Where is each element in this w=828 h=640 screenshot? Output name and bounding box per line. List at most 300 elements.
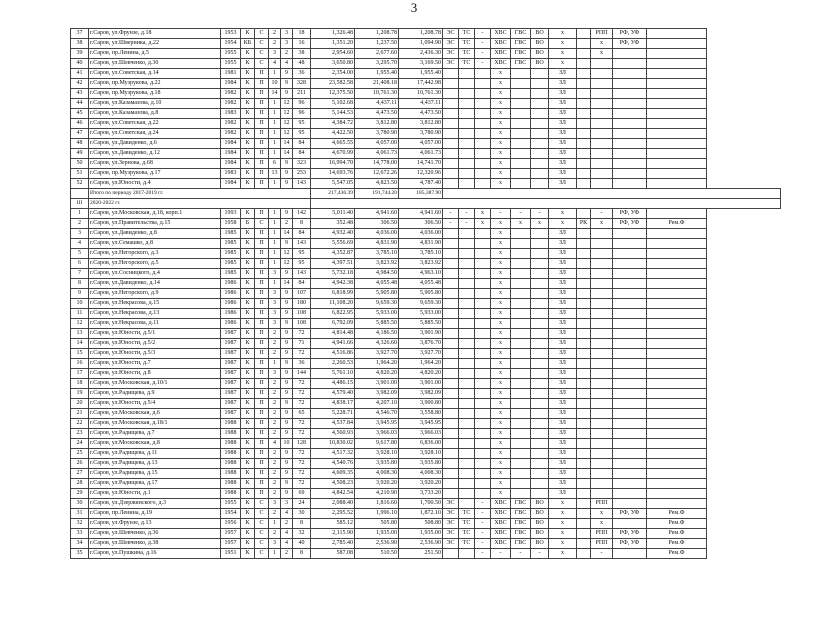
table-cell: 1984 — [221, 139, 241, 149]
table-cell: 4,437.11 — [355, 99, 399, 109]
table-cell: х — [491, 279, 511, 289]
table-cell — [531, 479, 549, 489]
totals-v1: 217,436.39 — [311, 189, 355, 199]
table-row — [71, 309, 781, 319]
table-cell — [591, 149, 613, 159]
table-cell — [577, 499, 591, 509]
table-cell — [647, 389, 707, 399]
table-cell: 46 — [71, 119, 89, 129]
table-cell — [443, 289, 459, 299]
table-cell: ЗЛ — [549, 409, 577, 419]
table-cell — [647, 259, 707, 269]
table-cell: ГВС — [511, 49, 531, 59]
table-cell: 9 — [281, 419, 293, 429]
table-cell — [647, 419, 707, 429]
table-cell — [647, 169, 707, 179]
table-cell: 9 — [281, 299, 293, 309]
table-cell — [459, 169, 475, 179]
table-cell: 4,670.99 — [311, 149, 355, 159]
table-cell: П — [255, 359, 269, 369]
table-cell: 23 — [71, 429, 89, 439]
table-cell: ЗЛ — [549, 109, 577, 119]
table-row — [71, 319, 781, 329]
table-cell: 4,831.90 — [399, 239, 443, 249]
table-cell: х — [491, 339, 511, 349]
table-cell — [443, 309, 459, 319]
table-cell: 9 — [71, 289, 89, 299]
table-cell: 1986 — [221, 289, 241, 299]
table-cell: 1984 — [221, 159, 241, 169]
table-cell — [443, 439, 459, 449]
table-cell: 35 — [71, 549, 89, 559]
table-cell — [511, 139, 531, 149]
table-cell: 1,208.78 — [399, 29, 443, 39]
table-cell — [475, 149, 491, 159]
table-cell: 10,761.30 — [399, 89, 443, 99]
table-cell — [475, 299, 491, 309]
table-cell: 72 — [293, 379, 311, 389]
table-cell: г.Саров, ул.Некрасова, д.11 — [89, 319, 221, 329]
table-cell — [459, 359, 475, 369]
table-cell: П — [255, 129, 269, 139]
table-cell — [577, 229, 591, 239]
table-cell: П — [255, 409, 269, 419]
table-cell: х — [549, 209, 577, 219]
table-cell — [591, 329, 613, 339]
table-cell — [475, 339, 491, 349]
table-cell — [613, 499, 647, 509]
table-cell: 4,560.93 — [311, 429, 355, 439]
table-cell: К — [241, 369, 255, 379]
table-cell — [591, 479, 613, 489]
table-cell: 3,928.10 — [355, 449, 399, 459]
table-cell: 4,473.50 — [399, 109, 443, 119]
table-row — [71, 349, 781, 359]
table-cell — [647, 459, 707, 469]
table-cell: К — [241, 349, 255, 359]
table-cell: х — [549, 539, 577, 549]
table-cell: П — [255, 349, 269, 359]
table-cell: 3 — [281, 499, 293, 509]
table-cell — [613, 249, 647, 259]
table-cell — [475, 139, 491, 149]
table-cell: К — [241, 149, 255, 159]
table-cell: г.Саров, ул.Радищева, д.15 — [89, 469, 221, 479]
table-cell — [647, 379, 707, 389]
table-cell — [577, 169, 591, 179]
table-cell: К — [241, 439, 255, 449]
table-cell — [613, 309, 647, 319]
table-cell: 4,008.30 — [355, 469, 399, 479]
table-cell: 72 — [293, 479, 311, 489]
table-cell — [475, 429, 491, 439]
table-cell: 12 — [281, 129, 293, 139]
table-cell: 9 — [281, 169, 293, 179]
table-cell — [591, 179, 613, 189]
table-cell: 71 — [293, 339, 311, 349]
table-cell: 3 — [281, 29, 293, 39]
table-cell — [475, 469, 491, 479]
table-cell: 18 — [293, 29, 311, 39]
table-cell: 12 — [71, 319, 89, 329]
table-section-headers — [71, 189, 781, 209]
table-cell: 1985 — [221, 249, 241, 259]
table-cell — [511, 449, 531, 459]
table-cell: К — [241, 89, 255, 99]
table-cell: 1,964.20 — [355, 359, 399, 369]
table-cell — [531, 279, 549, 289]
table-row — [71, 469, 781, 479]
table-cell: С — [255, 219, 269, 229]
table-cell: П — [255, 439, 269, 449]
table-row — [71, 509, 781, 519]
table-cell — [577, 379, 591, 389]
section-index: III — [71, 199, 89, 209]
table-cell — [443, 389, 459, 399]
table-cell: 143 — [293, 239, 311, 249]
table-cell — [531, 429, 549, 439]
table-cell: 2 — [269, 529, 281, 539]
table-cell — [475, 89, 491, 99]
table-cell — [591, 389, 613, 399]
table-cell: 2 — [269, 329, 281, 339]
table-cell — [531, 139, 549, 149]
table-cell: 1,700.50 — [399, 499, 443, 509]
table-cell: 3,966.03 — [399, 429, 443, 439]
table-cell — [647, 269, 707, 279]
table-cell — [613, 489, 647, 499]
table-cell: ЗЛ — [549, 479, 577, 489]
table-cell — [577, 439, 591, 449]
table-cell — [459, 399, 475, 409]
table-row — [71, 129, 781, 139]
table-cell: 3,920.20 — [399, 479, 443, 489]
table-cell — [475, 129, 491, 139]
table-cell: 1988 — [221, 439, 241, 449]
table-cell: 84 — [293, 139, 311, 149]
table-cell — [647, 309, 707, 319]
table-cell — [591, 169, 613, 179]
table-cell: 10,830.02 — [311, 439, 355, 449]
table-cell: 1951 — [221, 549, 241, 559]
table-cell: 306.50 — [399, 219, 443, 229]
table-cell: 5,228.71 — [311, 409, 355, 419]
table-cell: 4,516.86 — [311, 349, 355, 359]
table-cell: 1 — [269, 219, 281, 229]
table-cell: Б — [241, 219, 255, 229]
table-cell: 5,144.53 — [311, 109, 355, 119]
table-cell — [459, 299, 475, 309]
table-cell: К — [241, 59, 255, 69]
table-cell — [577, 539, 591, 549]
table-cell — [475, 359, 491, 369]
table-cell: г.Саров, ул.Юности, д.4 — [89, 179, 221, 189]
table-cell — [577, 239, 591, 249]
table-cell: 5,905.80 — [399, 289, 443, 299]
table-cell: 3,823.92 — [399, 259, 443, 269]
table-cell — [577, 519, 591, 529]
table-cell: 31 — [71, 509, 89, 519]
table-cell: 4,941.60 — [399, 209, 443, 219]
table-cell — [577, 459, 591, 469]
table-cell: К — [241, 79, 255, 89]
table-cell: РПП — [591, 499, 613, 509]
table-cell: П — [255, 369, 269, 379]
table-cell: 40 — [293, 539, 311, 549]
table-cell: К — [241, 539, 255, 549]
table-cell: 9 — [281, 369, 293, 379]
table-cell — [459, 159, 475, 169]
table-cell: 3 — [269, 269, 281, 279]
table-cell: 1 — [269, 129, 281, 139]
table-cell: П — [255, 379, 269, 389]
table-cell — [443, 279, 459, 289]
table-cell: К — [241, 409, 255, 419]
table-cell — [613, 149, 647, 159]
table-cell: 1 — [269, 119, 281, 129]
table-cell: г.Саров, ул.Юности, д.5/3 — [89, 349, 221, 359]
table-cell: 1982 — [221, 89, 241, 99]
table-cell: г.Саров, ул.Радищева, д.9 — [89, 389, 221, 399]
table-cell: 4,057.00 — [355, 139, 399, 149]
table-cell: 43 — [71, 89, 89, 99]
table-cell: - — [475, 499, 491, 509]
table-cell — [613, 159, 647, 169]
table-cell: П — [255, 239, 269, 249]
table-cell — [647, 69, 707, 79]
table-cell — [475, 389, 491, 399]
table-cell: 1982 — [221, 119, 241, 129]
table-cell: 1,935.00 — [355, 529, 399, 539]
table-cell — [577, 429, 591, 439]
table-cell: 3,901.90 — [399, 329, 443, 339]
table-cell — [511, 459, 531, 469]
table-cell: 3,945.95 — [399, 419, 443, 429]
table-cell — [531, 369, 549, 379]
table-cell — [613, 409, 647, 419]
table-cell — [591, 249, 613, 259]
table-cell — [591, 229, 613, 239]
table-cell: Рем.Ф — [647, 519, 707, 529]
table-cell — [591, 89, 613, 99]
table-cell: х — [491, 399, 511, 409]
table-cell: 3,876.70 — [399, 339, 443, 349]
table-cell — [459, 389, 475, 399]
table-row — [71, 169, 781, 179]
table-cell: 1 — [269, 149, 281, 159]
table-cell: 4,820.20 — [355, 369, 399, 379]
table-cell: 84 — [293, 149, 311, 159]
table-cell — [647, 129, 707, 139]
table-cell: 22 — [71, 419, 89, 429]
table-cell — [613, 289, 647, 299]
table-cell — [577, 149, 591, 159]
table-cell: ЗЛ — [549, 229, 577, 239]
table-cell: 4 — [269, 439, 281, 449]
table-cell — [443, 179, 459, 189]
table-cell — [531, 439, 549, 449]
table-cell: - — [475, 549, 491, 559]
table-cell: РФ, УФ — [613, 29, 647, 39]
table-cell — [459, 149, 475, 159]
table-cell: 9,659.30 — [355, 299, 399, 309]
table-cell: ЗЛ — [549, 489, 577, 499]
table-cell: К — [241, 279, 255, 289]
table-cell — [443, 349, 459, 359]
table-cell — [475, 409, 491, 419]
table-cell — [511, 279, 531, 289]
table-cell: С — [255, 49, 269, 59]
table-cell: 69 — [293, 489, 311, 499]
table-row — [71, 299, 781, 309]
table-cell — [613, 419, 647, 429]
table-cell: П — [255, 329, 269, 339]
table-cell: 306.50 — [355, 219, 399, 229]
table-row — [71, 489, 781, 499]
table-cell: 3 — [269, 299, 281, 309]
table-cell — [531, 489, 549, 499]
table-cell: 1957 — [221, 539, 241, 549]
table-cell — [459, 119, 475, 129]
table-cell — [613, 449, 647, 459]
table-cell: х — [491, 439, 511, 449]
table-cell: ХВС — [491, 509, 511, 519]
table-cell: ЭС — [443, 59, 459, 69]
table-cell — [511, 329, 531, 339]
table-row — [71, 339, 781, 349]
table-cell: П — [255, 109, 269, 119]
table-cell: 16 — [293, 39, 311, 49]
table-cell — [511, 299, 531, 309]
table-cell: 108 — [293, 319, 311, 329]
table-cell: г.Саров, пр.Музрукова, д.18 — [89, 89, 221, 99]
table-cell: ТС — [459, 529, 475, 539]
table-cell: 1957 — [221, 529, 241, 539]
table-cell: 4,942.38 — [311, 279, 355, 289]
table-cell: 2 — [269, 449, 281, 459]
table-cell: Рем.Ф — [647, 219, 707, 229]
table-cell — [531, 239, 549, 249]
table-cell — [443, 69, 459, 79]
table-cell: 1 — [269, 549, 281, 559]
table-cell: 20 — [71, 399, 89, 409]
table-cell — [511, 419, 531, 429]
table-cell: 14 — [281, 139, 293, 149]
table-cell: х — [549, 549, 577, 559]
table-cell: 2,115.90 — [311, 529, 355, 539]
table-cell: ЗЛ — [549, 139, 577, 149]
table-cell: 2,677.60 — [355, 49, 399, 59]
table-cell: 4,437.11 — [399, 99, 443, 109]
table-cell — [647, 179, 707, 189]
table-cell — [475, 119, 491, 129]
table-cell — [647, 329, 707, 339]
table-cell — [647, 499, 707, 509]
table-cell — [613, 239, 647, 249]
table-cell: 4,984.50 — [355, 269, 399, 279]
table-cell — [459, 469, 475, 479]
table-cell: 3,900.80 — [399, 399, 443, 409]
table-cell: ЭС — [443, 519, 459, 529]
table-cell — [443, 109, 459, 119]
table-cell: 3,966.03 — [355, 429, 399, 439]
table-cell: ЗЛ — [549, 449, 577, 459]
table-cell: П — [255, 479, 269, 489]
table-cell — [475, 179, 491, 189]
table-cell — [511, 359, 531, 369]
table-row — [71, 179, 781, 189]
table-cell — [613, 359, 647, 369]
table-cell: 1,996.10 — [355, 509, 399, 519]
table-cell — [531, 169, 549, 179]
table-cell: г.Саров, пр.Ленина, д.5 — [89, 49, 221, 59]
table-cell: 4,517.32 — [311, 449, 355, 459]
table-row — [71, 289, 781, 299]
table-cell: ЭС — [443, 529, 459, 539]
table-cell: ГВС — [511, 519, 531, 529]
table-cell: ВО — [531, 59, 549, 69]
table-cell: ЗЛ — [549, 159, 577, 169]
table-cell: 3 — [269, 539, 281, 549]
table-cell: ЗЛ — [549, 149, 577, 159]
table-cell: 4,787.40 — [399, 179, 443, 189]
table-cell: 9,617.80 — [355, 439, 399, 449]
table-cell: 1985 — [221, 229, 241, 239]
table-cell: К — [241, 129, 255, 139]
section-heading-row — [71, 199, 781, 209]
table-cell: ТС — [459, 59, 475, 69]
table-cell — [459, 259, 475, 269]
table-cell: 142 — [293, 209, 311, 219]
table-cell — [443, 379, 459, 389]
table-cell — [613, 429, 647, 439]
table-cell — [613, 339, 647, 349]
table-cell: 5,885.50 — [399, 319, 443, 329]
table-cell: х — [549, 519, 577, 529]
table-cell: 1987 — [221, 359, 241, 369]
table-cell: 21,408.18 — [355, 79, 399, 89]
table-cell: - — [511, 209, 531, 219]
table-cell: х — [591, 519, 613, 529]
table-cell: К — [241, 399, 255, 409]
table-cell: 1,351.20 — [311, 39, 355, 49]
table-cell: 2 — [269, 339, 281, 349]
table-cell: ВО — [531, 49, 549, 59]
table-cell: 13 — [71, 329, 89, 339]
table-row — [71, 219, 781, 229]
table-cell: х — [491, 349, 511, 359]
table-cell: 95 — [293, 129, 311, 139]
table-cell: 4,384.72 — [311, 119, 355, 129]
table-cell: К — [241, 229, 255, 239]
table-cell — [511, 439, 531, 449]
table-cell: 2 — [269, 39, 281, 49]
table-cell — [591, 469, 613, 479]
table-cell: 4,814.48 — [311, 329, 355, 339]
table-cell — [577, 49, 591, 59]
table-row — [71, 539, 781, 549]
table-cell — [475, 69, 491, 79]
table-cell: 21 — [71, 409, 89, 419]
table-cell — [613, 79, 647, 89]
table-cell: 4,210.90 — [355, 489, 399, 499]
table-cell: 1982 — [221, 129, 241, 139]
table-cell — [459, 249, 475, 259]
table-cell — [591, 309, 613, 319]
table-cell — [475, 269, 491, 279]
table-cell: 1987 — [221, 349, 241, 359]
table-cell: 30 — [293, 509, 311, 519]
